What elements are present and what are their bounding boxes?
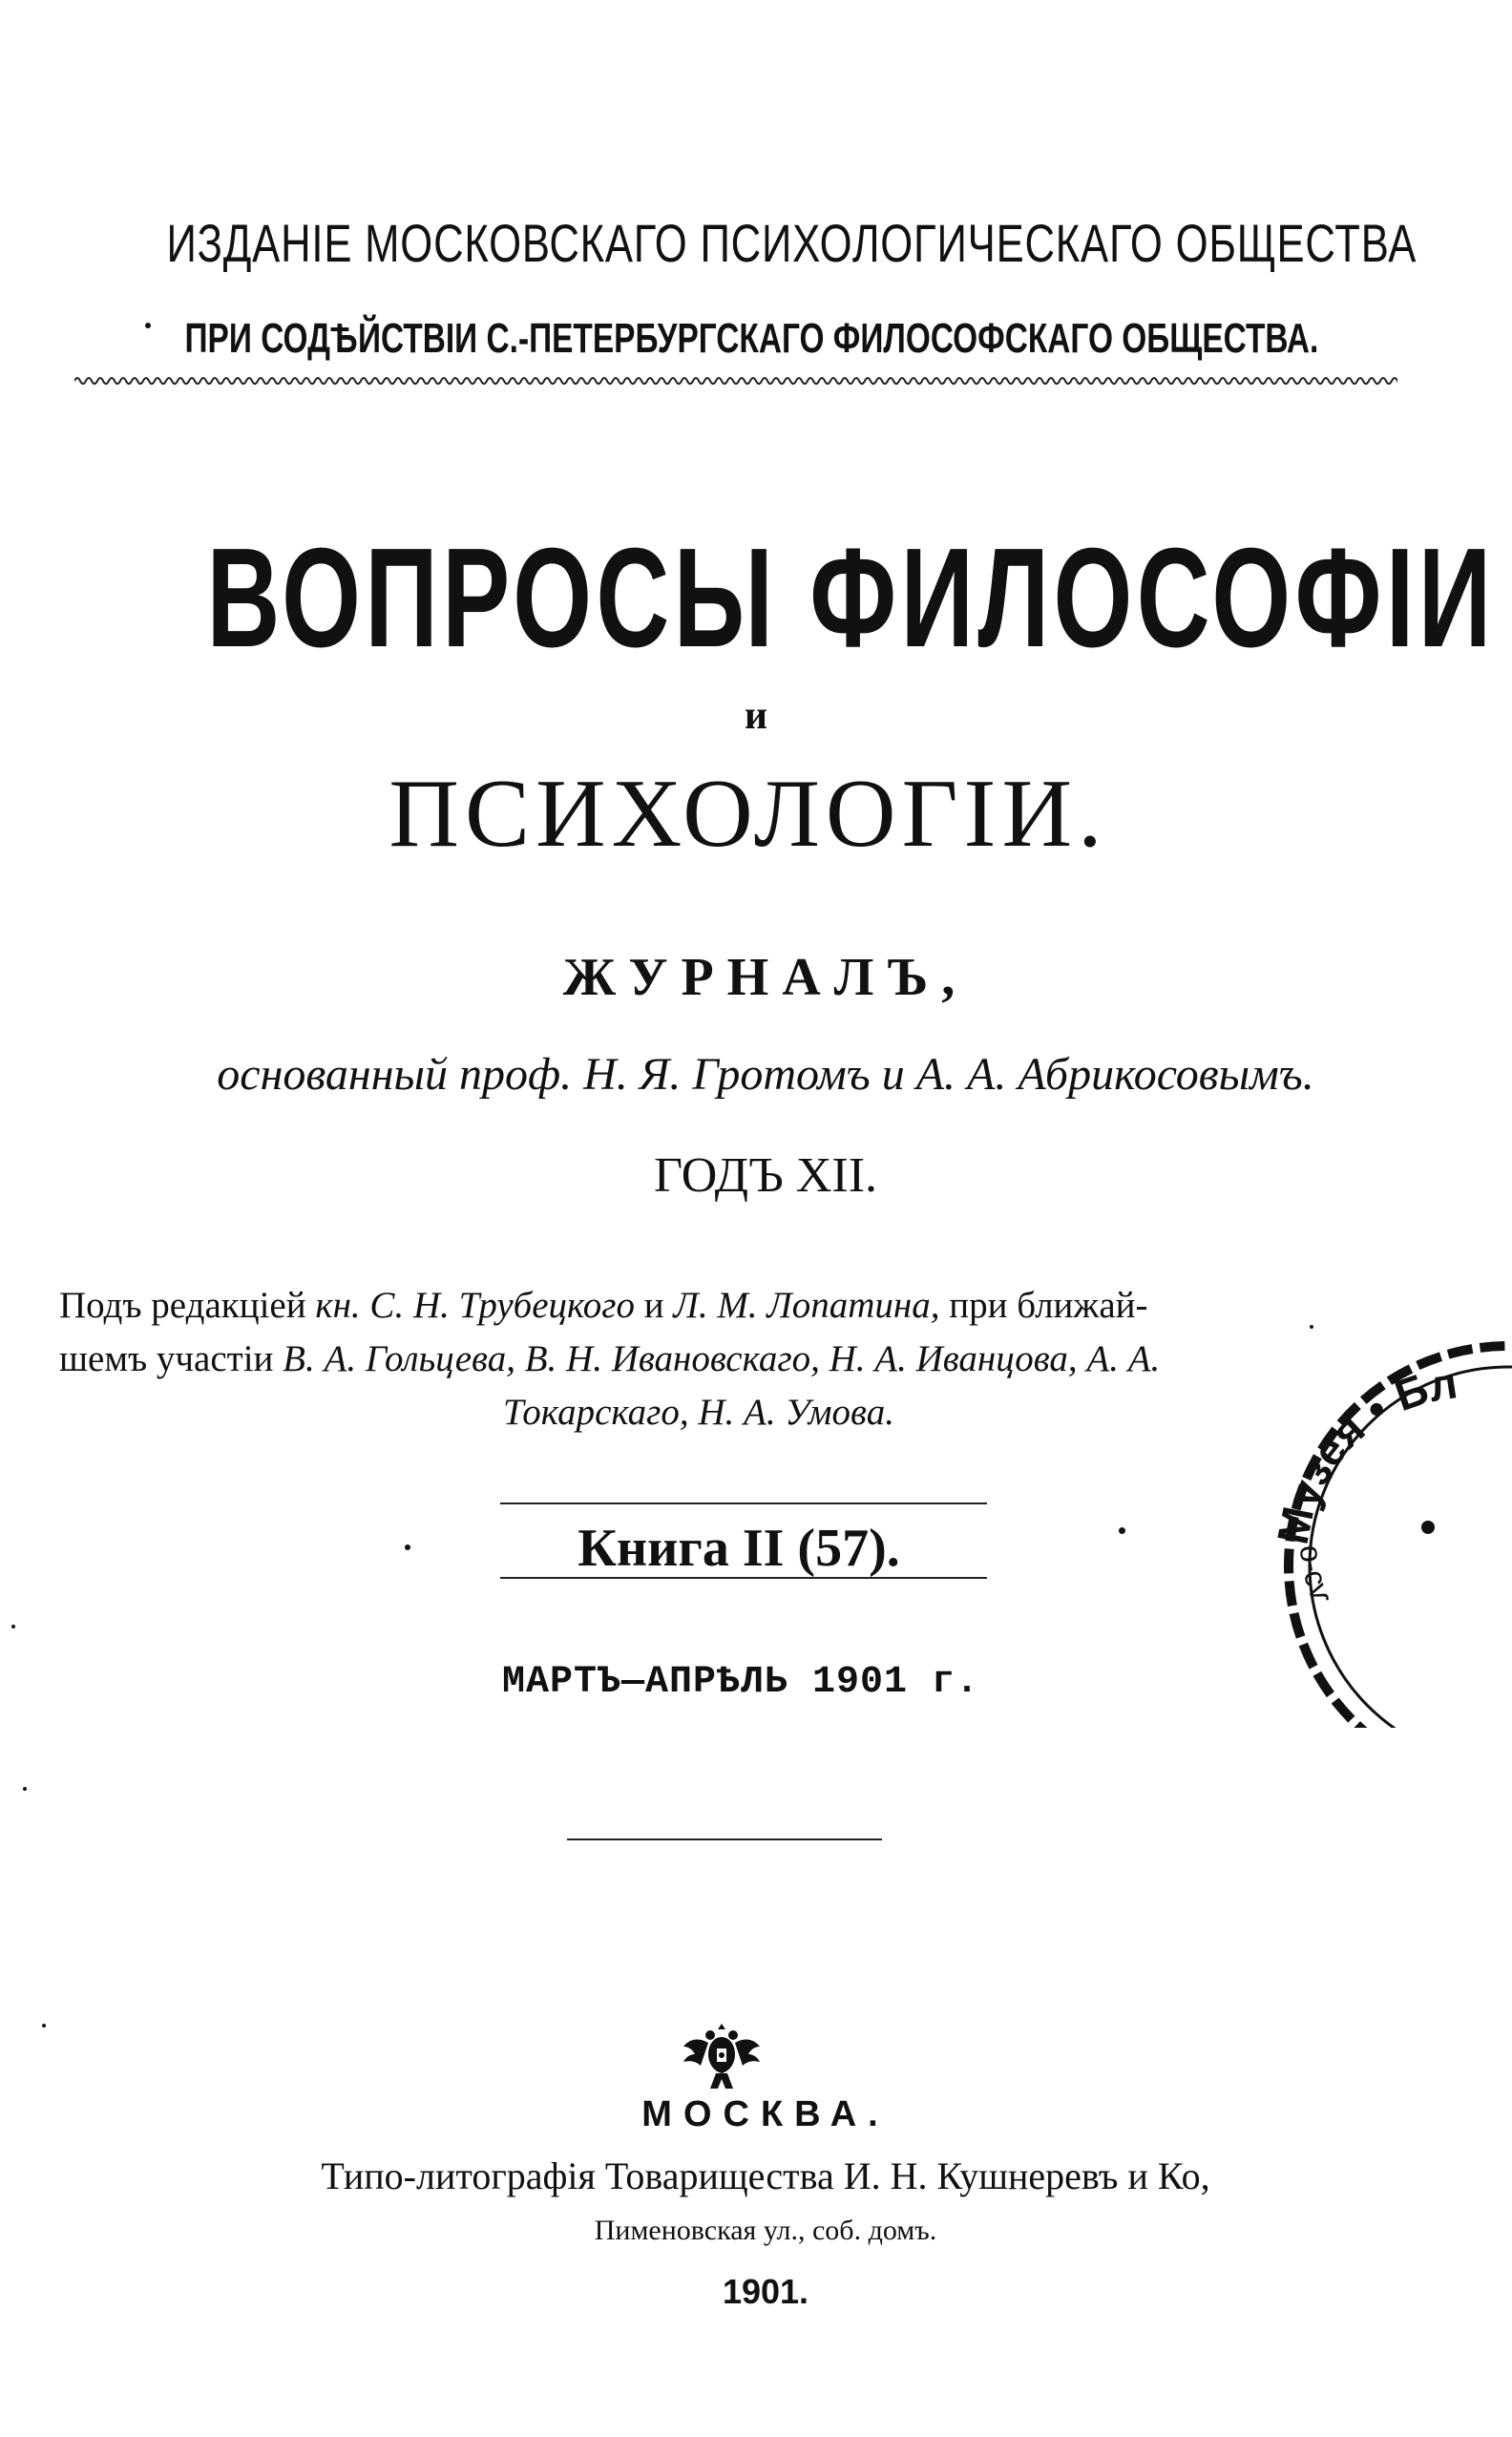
editors-line-3 <box>59 1386 1415 1439</box>
ink-speck <box>1310 1325 1313 1329</box>
publisher-line-1: ИЗДАНІЕ МОСКОВСКАГО ПСИХОЛОГИЧЕСКАГО ОБЩЕСТВА <box>166 213 1418 273</box>
editor-lopatin: Л. М. Лопатина, <box>673 1285 940 1326</box>
section-rule <box>567 1838 882 1840</box>
editors-suffix: при ближай- <box>939 1285 1148 1326</box>
editors-prefix: Подъ редакціей <box>59 1285 316 1326</box>
editors-and: и <box>635 1285 674 1326</box>
editors-line-1 <box>59 1279 1415 1333</box>
publisher-line-2: ПРИ СОДѢЙСТВІИ С.-ПЕТЕРБУРГСКАГО ФИЛОСОФСКАГО ОБЩЕСТВА. <box>184 315 1319 362</box>
ink-speck <box>145 323 151 328</box>
ink-speck <box>1119 1527 1125 1534</box>
journal-label: ЖУРНАЛЪ, <box>562 948 969 1007</box>
ink-speck <box>42 2024 46 2027</box>
journal-subtitle: ПСИХОЛОГІИ. <box>388 760 1108 868</box>
journal-title: ВОПРОСЫ ФИЛОСОФІИ <box>206 519 1496 677</box>
ink-speck <box>23 1787 27 1791</box>
editors-line-2 <box>59 1333 1415 1386</box>
book-rule-bottom <box>500 1577 987 1579</box>
book-rule-top <box>500 1502 987 1504</box>
editors-block <box>59 1279 1415 1439</box>
imprint-city: МОСКВА. <box>641 2094 890 2134</box>
contributors-list-1: В. А. Гольцева, В. Н. Ивановскаго, Н. А. Иванцова, А. А. <box>283 1338 1161 1379</box>
double-headed-eagle-icon <box>682 2022 762 2094</box>
founders-line: основанный проф. Н. Я. Гротомъ и А. А. Абрикосовымъ. <box>217 1049 1314 1100</box>
contributors-prefix: шемъ участіи <box>59 1338 284 1379</box>
editor-trubetskoy: кн. С. Н. Трубецкого <box>315 1285 636 1326</box>
imprint-year: 1901. <box>722 2272 809 2311</box>
ink-speck <box>11 1625 15 1628</box>
stamp-top-text: Музея • Бл <box>1267 1357 1460 1548</box>
contributors-list-2: Токарскаго, Н. А. Умова. <box>503 1392 894 1433</box>
imprint-address: Пименовская ул., соб. домъ. <box>594 2215 937 2246</box>
book-number: Книга II (57). <box>578 1519 900 1578</box>
stamp-side-text: о-сѵ <box>1292 1544 1340 1609</box>
wavy-divider <box>74 374 1397 388</box>
ink-speck <box>405 1544 410 1550</box>
year-label: ГОДЪ XII. <box>653 1148 878 1203</box>
title-conjunction: и <box>744 694 768 738</box>
imprint-printer: Типо-литографія Товарищества И. Н. Кушнеревъ и Ко, <box>321 2154 1210 2197</box>
issue-date: МАРТЪ—АПРѢЛЬ 1901 г. <box>501 1661 980 1704</box>
library-stamp <box>1241 1327 1512 1728</box>
